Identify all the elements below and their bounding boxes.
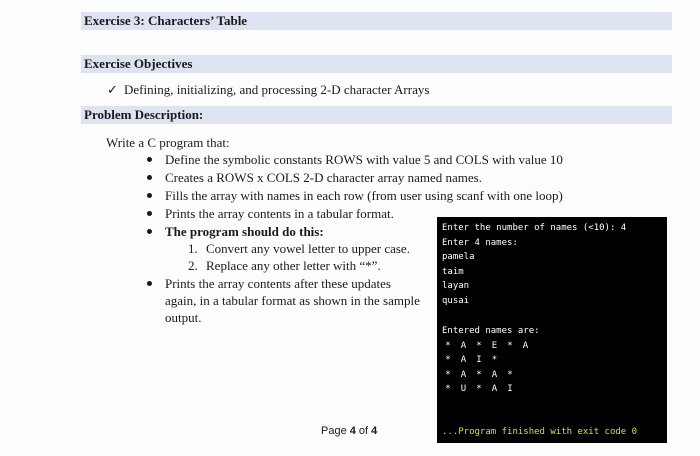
bullet-dot bbox=[147, 281, 152, 286]
step-number: 2. bbox=[188, 258, 198, 273]
grid-cell: * bbox=[445, 369, 451, 380]
bullet-item-line: Prints the array contents after these updates bbox=[165, 276, 391, 291]
problem-intro: Write a C program that: bbox=[106, 135, 230, 150]
grid-row bbox=[442, 339, 667, 354]
bullet-item-line: output. bbox=[165, 310, 202, 325]
grid-row bbox=[442, 353, 667, 368]
terminal-line: layan bbox=[442, 281, 470, 291]
grid-cell: * bbox=[507, 369, 513, 380]
grid-cell: * bbox=[491, 355, 498, 365]
grid-cell: * bbox=[445, 384, 451, 394]
bullet-item: Define the symbolic constants ROWS with value 5 and COLS with value 10 bbox=[165, 152, 563, 167]
output-grid bbox=[442, 339, 667, 397]
bullet-dot bbox=[147, 193, 152, 198]
grid-cell: E bbox=[491, 340, 498, 351]
terminal-line: Enter the number of names (<10): 4 bbox=[442, 223, 627, 233]
terminal-line: pamela bbox=[442, 252, 475, 262]
grid-row bbox=[442, 368, 667, 383]
bullet-dot bbox=[147, 211, 152, 216]
bullet-item: Prints the array contents in a tabular format. bbox=[165, 206, 394, 221]
grid-cell: * bbox=[476, 369, 482, 380]
grid-cell: * bbox=[507, 340, 513, 351]
step-number: 1. bbox=[188, 241, 198, 256]
grid-cell: * bbox=[445, 355, 451, 365]
grid-cell: U bbox=[460, 384, 467, 394]
bullet-item: Creates a ROWS x COLS 2-D character array named names. bbox=[165, 170, 482, 185]
grid-cell: A bbox=[491, 369, 498, 380]
grid-row bbox=[442, 382, 667, 397]
page-of: of bbox=[355, 425, 372, 437]
page-label: Page bbox=[321, 425, 350, 437]
bullet-item-bold: The program should do this: bbox=[165, 224, 324, 239]
grid-cell: I bbox=[507, 384, 513, 394]
sample-output-terminal bbox=[437, 217, 667, 443]
page-total: 4 bbox=[371, 425, 378, 437]
step-text: Replace any other letter with “*”. bbox=[206, 258, 381, 273]
grid-cell: A bbox=[522, 340, 529, 351]
grid-cell: * bbox=[445, 340, 451, 351]
grid-cell: I bbox=[476, 355, 482, 365]
program-finished-text: ...Program finished with exit code 0 bbox=[442, 427, 638, 437]
step-text: Convert any vowel letter to upper case. bbox=[206, 241, 410, 256]
objective-item: Defining, initializing, and processing 2-D character Arrays bbox=[124, 82, 430, 97]
bullet-item: Fills the array with names in each row (from user using scanf with one loop) bbox=[165, 188, 563, 203]
page-number: 4 bbox=[349, 425, 356, 437]
grid-cell: * bbox=[476, 384, 482, 394]
page-footer bbox=[321, 425, 377, 437]
bullet-dot bbox=[147, 229, 152, 234]
grid-cell: A bbox=[460, 369, 467, 380]
objectives-heading: Exercise Objectives bbox=[81, 55, 672, 73]
terminal-line: taim bbox=[442, 266, 464, 277]
terminal-line: Entered names are: bbox=[442, 326, 540, 336]
problem-heading: Problem Description: bbox=[81, 106, 672, 124]
terminal-line: qusai bbox=[442, 295, 470, 306]
grid-cell: A bbox=[460, 355, 467, 365]
terminal-line bbox=[442, 308, 667, 324]
grid-cell: A bbox=[491, 384, 498, 394]
bullet-item-line: again, in a tabular format as shown in the sample bbox=[165, 293, 420, 308]
grid-cell: * bbox=[476, 340, 482, 351]
exercise-title: Exercise 3: Characters’ Table bbox=[81, 12, 672, 30]
bullet-dot bbox=[147, 175, 152, 180]
check-mark-icon: ✓ bbox=[107, 82, 118, 97]
bullet-dot bbox=[147, 157, 152, 162]
grid-cell: A bbox=[460, 340, 467, 351]
terminal-line: Enter 4 names: bbox=[442, 237, 518, 248]
